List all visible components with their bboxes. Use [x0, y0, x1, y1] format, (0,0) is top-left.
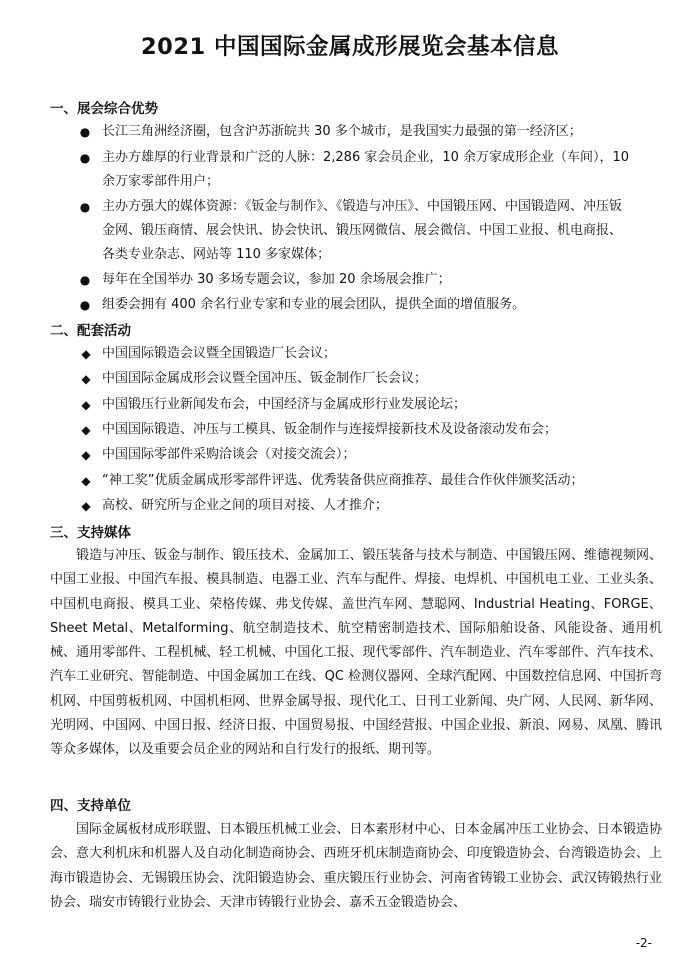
- list-item-text: 中国锻压行业新闻发布会，中国经济与金属成形行业发展论坛；: [102, 397, 467, 412]
- list-item: [50, 418, 662, 442]
- section-heading-supporters: 四、支持单位: [50, 798, 131, 814]
- list-item: [50, 393, 662, 417]
- list-item: [50, 120, 662, 144]
- circle-bullet-icon: ●: [79, 273, 91, 287]
- media-paragraph: 锻造与冲压、钣金与制作、锻压技术、金属加工、锻压装备与技术与制造、中国锻压网、维德视频网、中国工业报、中国汽车报、模具制造、电器工业、汽车与配件、焊接、电焊机、中国机电工业、工业头条、中国机电商报、模具工业、荣格传媒、弗戈传媒、盖世汽车网、慧聪网、Industrial Heating、FORGE、Sheet Metal、Metalforming、航空制造技术、航空精密制造技术、国际船舶设备、风能设备、通用机械、通用零部件、工程机械、轻工机械、中国化工报、现代零部件、汽车制造业、汽车零部件、汽车技术、汽车工业研究、智能制造、中国金属加工在线、QC 检测仪器网、全球汽配网、中国数控信息网、中国折弯机网、中国剪板机网、中国机柜网、世界金属导报、现代化工、日刊工业新闻、央广网、人民网、新华网、光明网、中国网、中国日报、经济日报、中国贸易报、中国经营报、中国企业报、新浪、网易、凤凰、腾讯等众多媒体，以及重要会员企业的网站和自行发行的报纸、期刊等。: [50, 548, 662, 758]
- diamond-bullet-icon: ◆: [81, 372, 91, 386]
- list-item-text: 中国国际锻造会议暨全国锻造厂长会议；: [102, 346, 337, 361]
- list-item-text: 长江三角洲经济圈，包含沪苏浙皖共 30 多个城市，是我国实力最强的第一经济区；: [102, 124, 582, 139]
- diamond-bullet-icon: ◆: [81, 347, 91, 361]
- list-item-text: 组委会拥有 400 余名行业专家和专业的展会团队，提供全面的增值服务。: [102, 297, 526, 312]
- list-item: [50, 342, 662, 366]
- diamond-bullet-icon: ◆: [81, 474, 91, 488]
- list-item-continuation: [50, 219, 662, 243]
- list-item-text: 中国国际金属成形会议暨全国冲压、钣金制作厂长会议；: [102, 371, 428, 386]
- section-heading-events: 二、配套活动: [50, 323, 131, 339]
- circle-bullet-icon: ●: [79, 200, 91, 214]
- section-heading-advantages: 一、展会综合优势: [50, 101, 158, 117]
- page-number: -2-: [635, 936, 652, 950]
- list-item-text: 每年在全国举办 30 多场专题会议，参加 20 余场展会推广；: [102, 272, 451, 287]
- list-item: [50, 469, 662, 493]
- diamond-bullet-icon: ◆: [81, 499, 91, 513]
- list-item: [50, 268, 662, 292]
- list-item: [50, 146, 662, 170]
- list-item-text: 中国国际零部件采购洽谈会（对接交流会）；: [102, 447, 356, 462]
- list-item-text: 金网、锻压商情、展会快讯、协会快讯、锻压网微信、展会微信、中国工业报、机电商报、: [102, 223, 623, 238]
- list-item-text: 主办方雄厚的行业背景和广泛的人脉：2,286 家会员企业，10 余万家成形企业（车间），10: [102, 150, 630, 165]
- diamond-bullet-icon: ◆: [81, 448, 91, 462]
- list-item-text: 主办方强大的媒体资源：《钣金与制作》、《锻造与冲压》、中国锻压网、中国锻造网、冲压钣: [102, 199, 623, 214]
- list-item-text: 余万家零部件用户；: [102, 174, 220, 189]
- diamond-bullet-icon: ◆: [81, 398, 91, 412]
- page-title: 2021 中国国际金属成形展览会基本信息: [141, 34, 559, 60]
- list-item: [50, 195, 662, 219]
- list-item-text: “神工奖”优质金属成形零部件评选、优秀装备供应商推荐、最佳合作伙伴颁奖活动；: [102, 473, 584, 488]
- supporters-paragraph: 国际金属板材成形联盟、日本锻压机械工业会、日本素形材中心、日本金属冲压工业协会、日本锻造协会、意大利机床和机器人及自动化制造商协会、西班牙机床制造商协会、印度锻造协会、台湾锻造协会、上海市锻造协会、无锡锻压协会、沈阳锻造协会、重庆锻压行业协会、河南省铸锻工业协会、武汉铸锻热行业协会、瑞安市铸锻行业协会、天津市铸锻行业协会、嘉禾五金锻造协会、: [50, 822, 662, 910]
- section-heading-media: 三、支持媒体: [50, 525, 131, 541]
- diamond-bullet-icon: ◆: [81, 423, 91, 437]
- list-item: [50, 443, 662, 467]
- list-item: [50, 494, 662, 518]
- list-item: [50, 293, 662, 317]
- list-item-text: 中国国际锻造、冲压与工模具、钣金制作与连接焊接新技术及设备滚动发布会；: [102, 422, 558, 437]
- list-item-continuation: [50, 170, 662, 194]
- list-item-text: 高校、研究所与企业之间的项目对接、人才推介；: [102, 498, 389, 513]
- list-item: [50, 367, 662, 391]
- list-item-continuation: [50, 243, 662, 267]
- list-item-text: 各类专业杂志、网站等 110 多家媒体；: [102, 247, 331, 262]
- circle-bullet-icon: ●: [79, 151, 91, 165]
- circle-bullet-icon: ●: [79, 125, 91, 139]
- circle-bullet-icon: ●: [79, 298, 91, 312]
